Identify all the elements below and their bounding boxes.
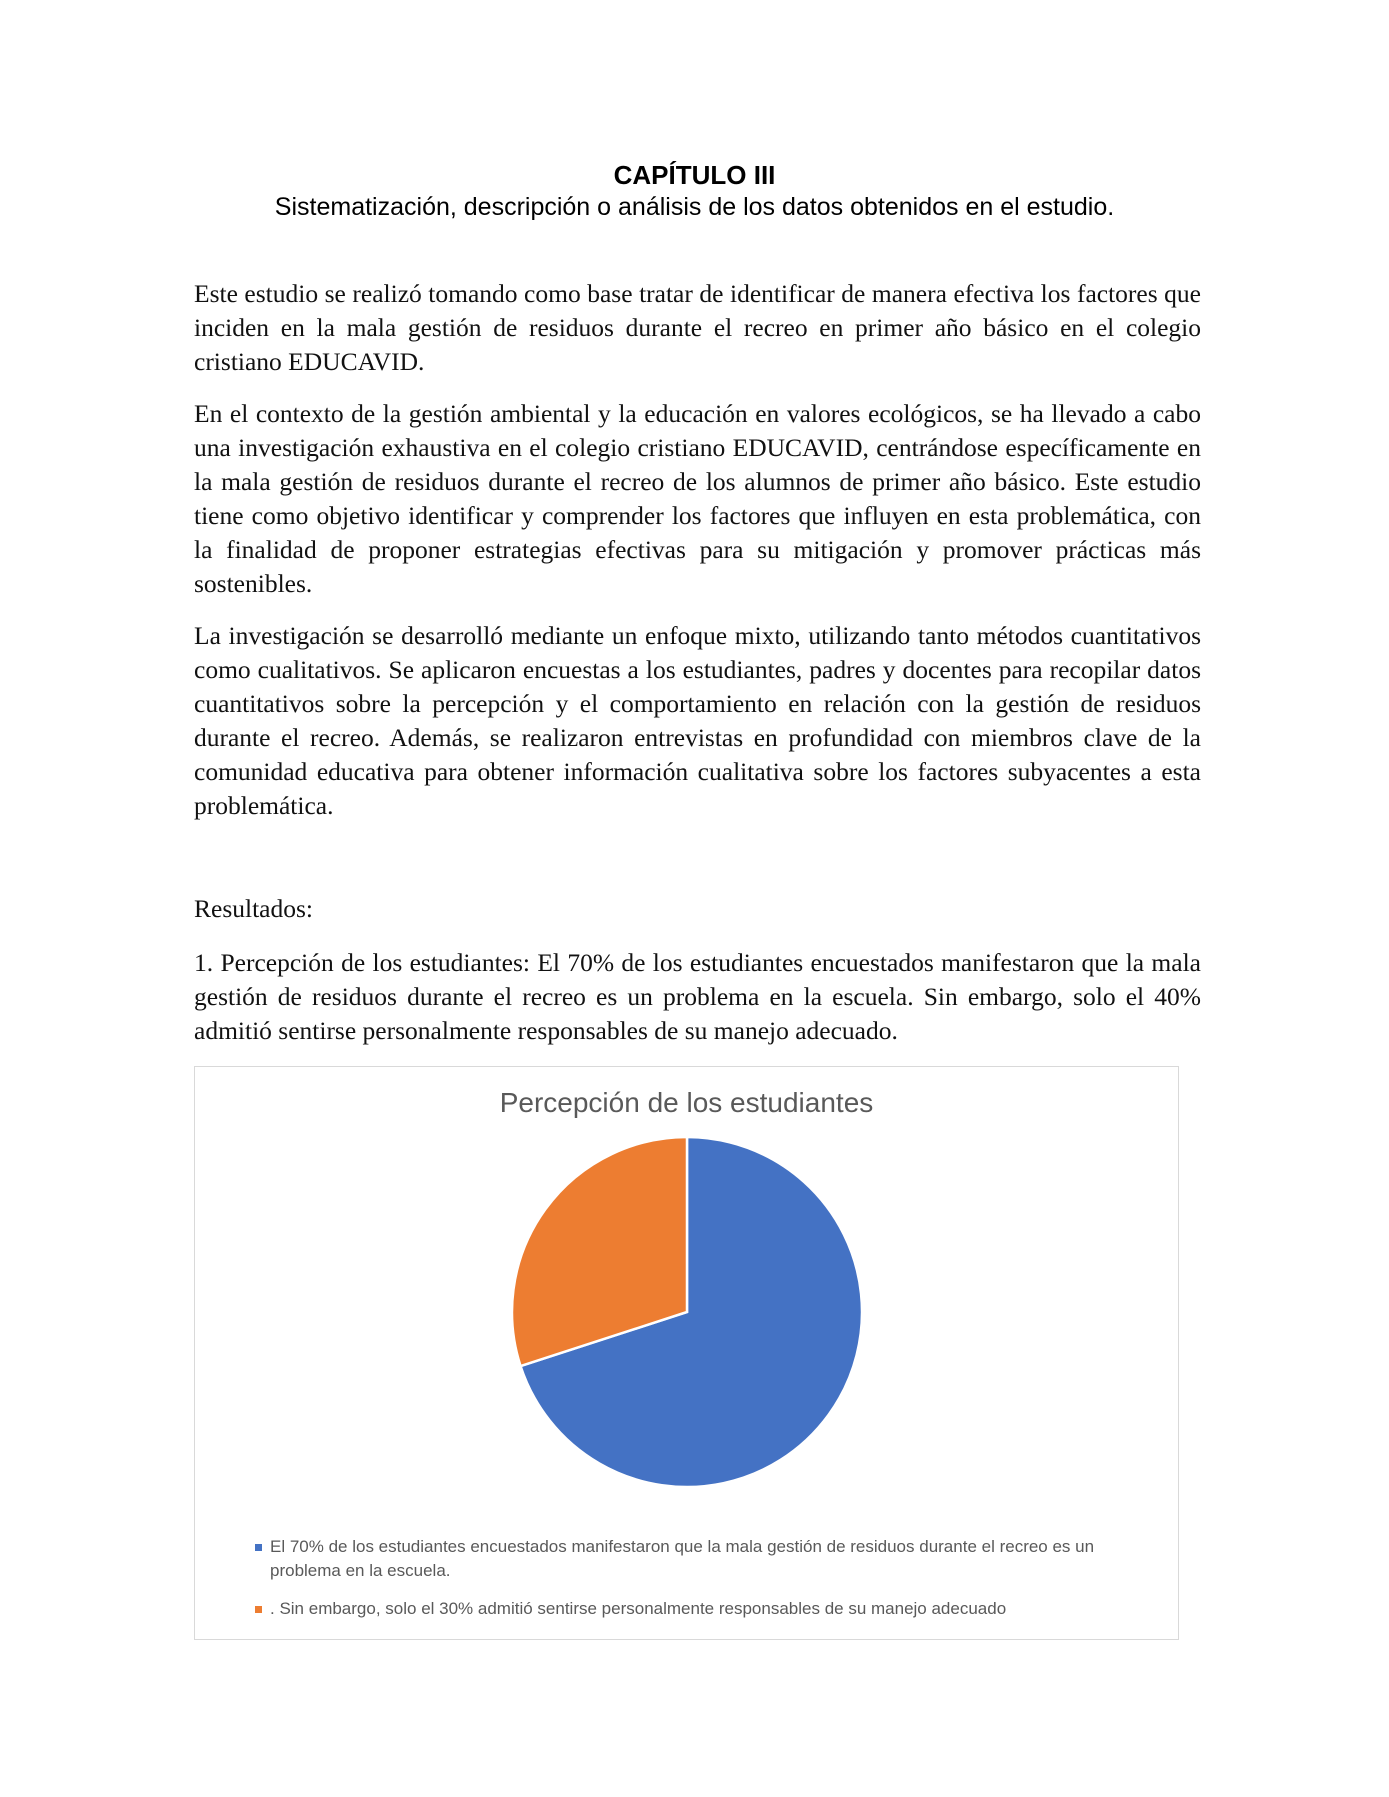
legend-swatch-blue bbox=[255, 1544, 262, 1551]
chapter-title: CAPÍTULO III bbox=[613, 160, 776, 190]
legend-item-responsible bbox=[255, 1597, 1115, 1621]
legend-item-agree bbox=[255, 1535, 1115, 1583]
paragraph-context: En el contexto de la gestión ambiental y la educación en valores ecológicos, se ha llevado a cabo una investigación exhaustiva en el colegio cristiano EDUCAVID, centrándose específicamente en la mala gestión de residuos durante el recreo de los alumnos de primer año básico. Este estudio tiene como objetivo identificar y comprender los factores que influyen en esta problemática, con la finalidad de proponer estrategias efectivas para su mitigación y promover prácticas más sostenibles. bbox=[194, 399, 1201, 598]
legend-swatch-orange bbox=[255, 1606, 262, 1613]
paragraph-methodology: La investigación se desarrolló mediante un enfoque mixto, utilizando tanto métodos cuantitativos como cualitativos. Se aplicaron encuestas a los estudiantes, padres y docentes para recopilar datos cuantitativos sobre la percepción y el comportamiento en relación con la gestión de residuos durante el recreo. Además, se realizaron entrevistas en profundidad con miembros clave de la comunidad educativa para obtener información cualitativa sobre los factores subyacentes a esta problemática. bbox=[194, 621, 1201, 820]
pie-chart-plot bbox=[195, 1067, 1180, 1537]
paragraph-intro: Este estudio se realizó tomando como base tratar de identificar de manera efectiva los factores que inciden en la mala gestión de residuos durante el recreo en primer año básico en el colegio cristiano EDUCAVID. bbox=[194, 279, 1201, 376]
chapter-subtitle: Sistematización, descripción o análisis de los datos obtenidos en el estudio. bbox=[274, 193, 1115, 221]
pie-chart bbox=[194, 1066, 1179, 1640]
paragraph-student-perception: 1. Percepción de los estudiantes: El 70% de los estudiantes encuestados manifestaron que la mala gestión de residuos durante el recreo es un problema en la escuela. Sin embargo, solo el 40% admitió sentirse personalmente responsables de su manejo adecuado. bbox=[194, 948, 1201, 1045]
legend-label-responsible: . Sin embargo, solo el 30% admitió sentirse personalmente responsables de su manejo adecuado bbox=[270, 1599, 1007, 1618]
chart-title: Percepción de los estudiantes bbox=[499, 1087, 874, 1118]
results-label: Resultados: bbox=[194, 894, 313, 923]
chart-legend bbox=[255, 1535, 1115, 1635]
legend-label-agree: El 70% de los estudiantes encuestados manifestaron que la mala gestión de residuos durante el recreo es un problema en la escuela. bbox=[270, 1537, 1095, 1580]
